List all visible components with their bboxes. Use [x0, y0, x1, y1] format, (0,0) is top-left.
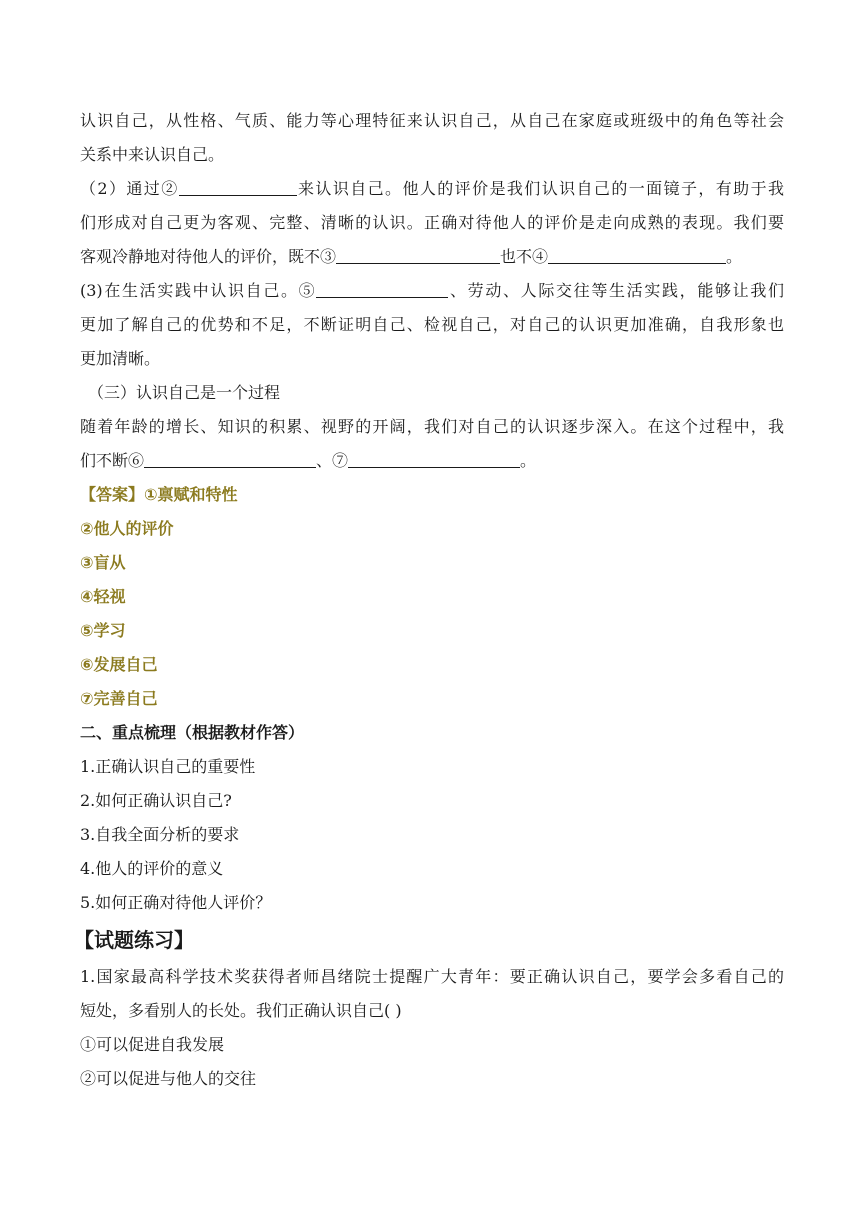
answer-4: ④轻视 — [80, 587, 126, 606]
answer-2: ②他人的评价 — [80, 519, 174, 538]
para4-line2-mid: 、⑦ — [316, 451, 349, 470]
para3-line1-end: 、劳动、人际交往等生活实践，能够让我们 — [448, 281, 784, 300]
blank-6[interactable] — [144, 447, 316, 468]
key-point-3: 3.自我全面分析的要求 — [80, 825, 240, 844]
answer-3: ③盲从 — [80, 553, 126, 572]
answer-1: 【答案】①禀赋和特性 — [80, 485, 238, 504]
answer-7: ⑦完善自己 — [80, 689, 158, 708]
question1-line1: 1.国家最高科学技术奖获得者师昌绪院士提醒广大青年：要正确认识自己，要学会多看自己的 — [80, 967, 784, 986]
para2-line3 — [80, 240, 784, 274]
key-point-1: 1.正确认识自己的重要性 — [80, 757, 256, 776]
para2-line3-start: 客观冷静地对待他人的评价，既不③ — [80, 247, 337, 266]
question1-option-1: ①可以促进自我发展 — [80, 1035, 225, 1054]
practice-title: 【试题练习】 — [74, 928, 194, 952]
para3-line3: 更加清晰。 — [80, 349, 161, 368]
key-point-5: 5.如何正确对待他人评价？ — [80, 893, 272, 912]
para1-line2: 关系中来认识自己。 — [80, 145, 225, 164]
blank-5[interactable] — [316, 277, 448, 298]
para1-line1: 认识自己，从性格、气质、能力等心理特征来认识自己，从自己在家庭或班级中的角色等社会 — [80, 111, 784, 130]
key-point-4: 4.他人的评价的意义 — [80, 859, 224, 878]
para2-line1-start: （2）通过② — [80, 179, 179, 198]
key-point-2: 2.如何正确认识自己? — [80, 791, 232, 810]
para2-line1 — [80, 172, 784, 206]
blank-2[interactable] — [179, 175, 297, 196]
question1-option-2: ②可以促进与他人的交往 — [80, 1069, 257, 1088]
subheading-3: （三）认识自己是一个过程 — [88, 383, 281, 402]
question1-line2: 短处，多看别人的长处。我们正确认识自己( ) — [80, 1001, 402, 1020]
para2-line3-mid: 也不④ — [500, 247, 549, 266]
blank-4[interactable] — [548, 243, 726, 264]
answer-5: ⑤学习 — [80, 621, 126, 640]
blank-7[interactable] — [348, 447, 520, 468]
para3-line1 — [80, 274, 784, 308]
para4-line2 — [80, 444, 784, 478]
para3-line2: 更加了解自己的优势和不足，不断证明自己、检视自己，对自己的认识更加准确，自我形象也 — [80, 315, 784, 334]
section2-title: 二、重点梳理（根据教材作答） — [80, 723, 305, 742]
para3-line1-start: (3)在生活实践中认识自己。⑤ — [80, 281, 317, 300]
document-page — [74, 104, 784, 1096]
para2-line1-end: 来认识自己。他人的评价是我们认识自己的一面镜子，有助于我 — [296, 179, 784, 198]
answer-6: ⑥发展自己 — [80, 655, 158, 674]
para4-line1: 随着年龄的增长、知识的积累、视野的开阔，我们对自己的认识逐步深入。在这个过程中，我 — [80, 417, 784, 436]
blank-3[interactable] — [336, 243, 500, 264]
para4-line2-end: 。 — [520, 451, 537, 470]
para2-line2: 们形成对自己更为客观、完整、清晰的认识。正确对待他人的评价是走向成熟的表现。我们要 — [80, 213, 784, 232]
para4-line2-start: 们不断⑥ — [80, 451, 145, 470]
para2-line3-end: 。 — [726, 247, 743, 266]
